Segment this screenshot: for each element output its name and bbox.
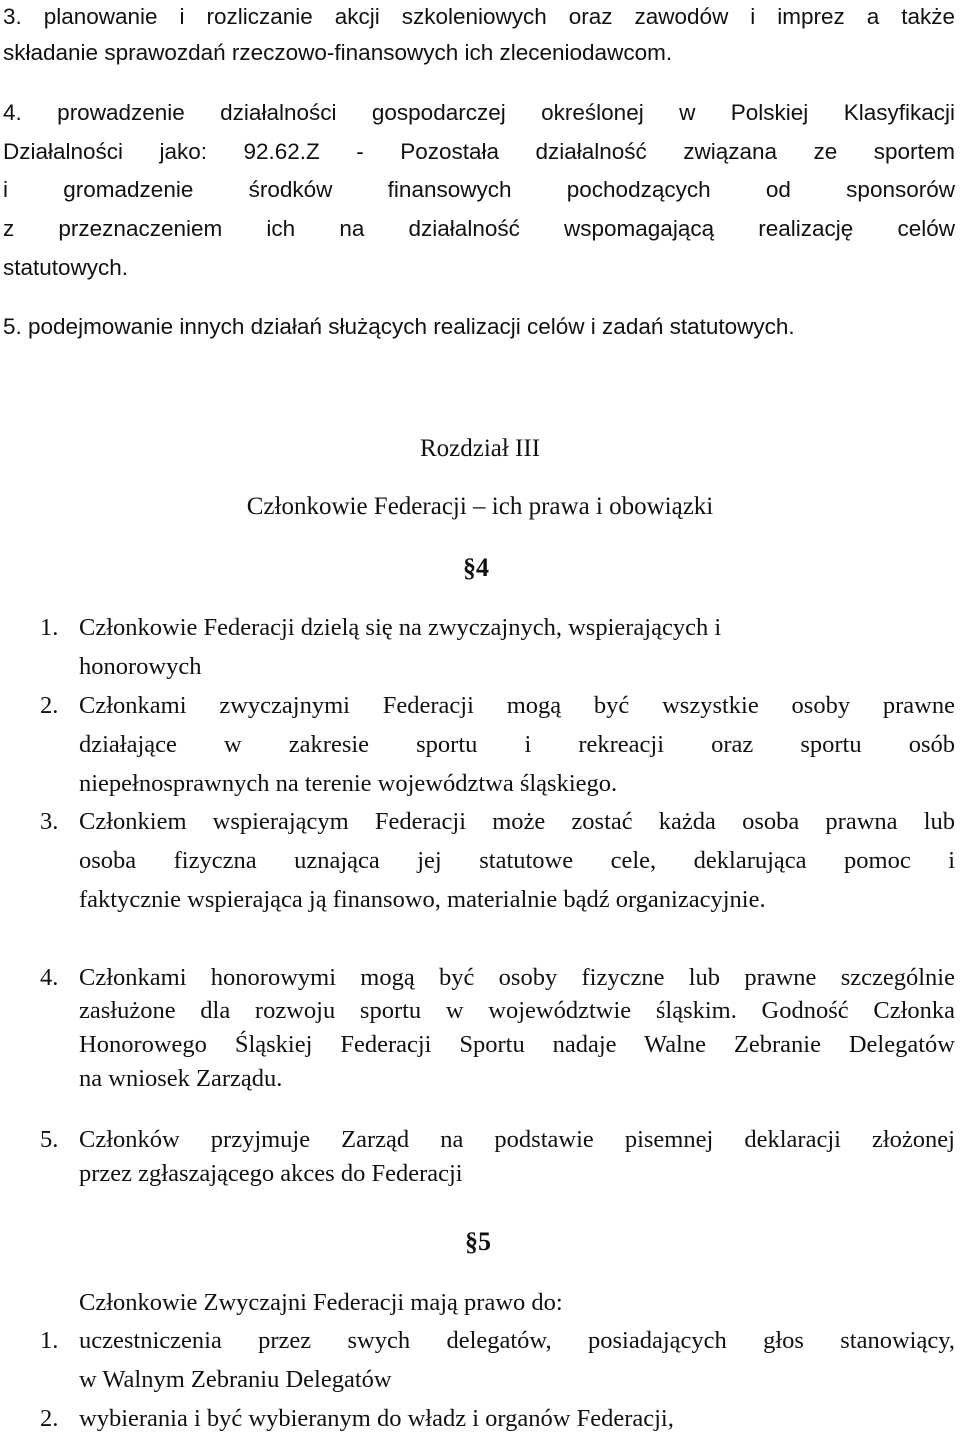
text-line: statutowych. bbox=[3, 255, 129, 280]
list-item-line: zasłużone dla rozwoju sportu w województwie śląskim. Godność Członka bbox=[79, 997, 955, 1024]
text-line: 3. planowanie i rozliczanie akcji szkoleniowych oraz zawodów i imprez a także bbox=[3, 4, 955, 29]
text-line: 4. prowadzenie działalności gospodarczej określonej w Polskiej Klasyfikacji bbox=[3, 100, 955, 125]
list-item-line: Członkami zwyczajnymi Federacji mogą być wszystkie osoby prawne bbox=[79, 692, 955, 719]
text-line: 5. podejmowanie innych działań służących realizacji celów i zadań statutowych. bbox=[3, 314, 795, 339]
list-item-line: na wniosek Zarządu. bbox=[79, 1065, 283, 1092]
list-item-line: niepełnosprawnych na terenie województwa śląskiego. bbox=[79, 770, 618, 797]
list-item-line: działające w zakresie sportu i rekreacji oraz sportu osób bbox=[79, 731, 955, 758]
list-item-line: Członkiem wspierającym Federacji może zostać każda osoba prawna lub bbox=[79, 808, 955, 835]
list-number: 5. bbox=[40, 1126, 59, 1153]
list-item-line: Członkowie Federacji dzielą się na zwyczajnych, wspierających i bbox=[79, 614, 722, 641]
list-item-line: Członkami honorowymi mogą być osoby fizyczne lub prawne szczególnie bbox=[79, 964, 955, 991]
text-line: składanie sprawozdań rzeczowo-finansowych ich zleceniodawcom. bbox=[3, 40, 673, 65]
chapter-title: Rozdział III bbox=[419, 435, 541, 462]
list-item-line: Członków przyjmuje Zarząd na podstawie pisemnej deklaracji złożonej bbox=[79, 1126, 955, 1153]
list-item-line: uczestniczenia przez swych delegatów, posiadających głos stanowiący, bbox=[79, 1327, 955, 1354]
list-number: 1. bbox=[40, 1327, 59, 1354]
list-number: 2. bbox=[40, 1405, 59, 1432]
list-item-line: faktycznie wspierająca ją finansowo, materialnie bądź organizacyjnie. bbox=[79, 886, 766, 913]
text-line: Działalności jako: 92.62.Z - Pozostała działalność związana ze sportem bbox=[3, 139, 955, 164]
section-mark: §4 bbox=[463, 553, 489, 582]
list-item-line: Honorowego Śląskiej Federacji Sportu nadaje Walne Zebranie Delegatów bbox=[79, 1031, 955, 1058]
list-number: 3. bbox=[40, 808, 59, 835]
section-intro: Członkowie Zwyczajni Federacji mają prawo do: bbox=[79, 1289, 563, 1316]
chapter-subtitle: Członkowie Federacji – ich prawa i obowiązki bbox=[246, 493, 714, 520]
list-item-line: wybierania i być wybieranym do władz i organów Federacji, bbox=[79, 1405, 674, 1432]
section-mark: §5 bbox=[465, 1227, 491, 1256]
list-item-line: honorowych bbox=[79, 653, 202, 680]
list-number: 4. bbox=[40, 964, 59, 991]
list-number: 2. bbox=[40, 692, 59, 719]
list-item-line: osoba fizyczna uznająca jej statutowe cele, deklarująca pomoc i bbox=[79, 847, 955, 874]
list-item-line: przez zgłaszającego akces do Federacji bbox=[79, 1160, 463, 1187]
list-number: 1. bbox=[40, 614, 59, 641]
list-item-line: w Walnym Zebraniu Delegatów bbox=[79, 1366, 392, 1393]
text-line: z przeznaczeniem ich na działalność wspomagającą realizację celów bbox=[3, 216, 955, 241]
text-line: i gromadzenie środków finansowych pochodzących od sponsorów bbox=[3, 177, 955, 202]
